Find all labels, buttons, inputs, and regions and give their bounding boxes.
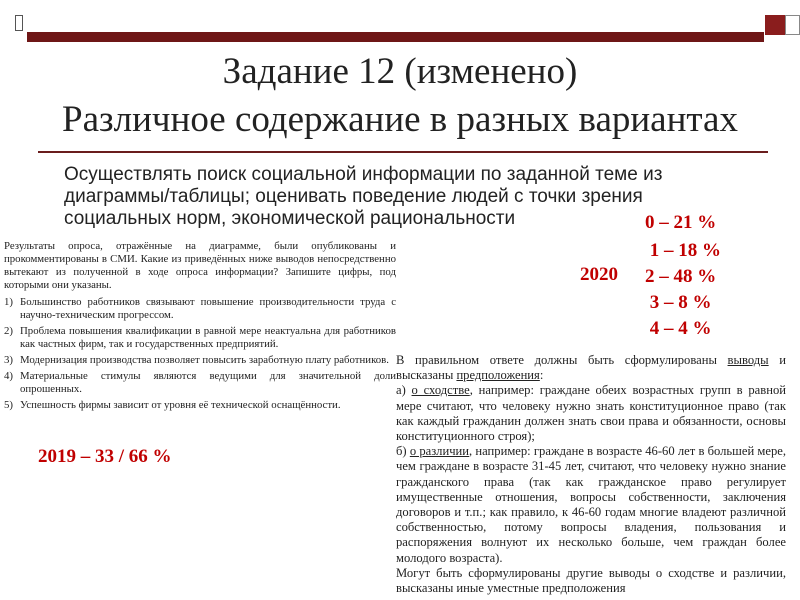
option-text: Большинство работников связывают повышение производительности труда с научно-техническим прогрессом. <box>20 296 396 321</box>
decor-square-light <box>785 15 800 35</box>
question-scan <box>0 240 396 415</box>
answer-option <box>4 370 396 396</box>
decor-square-dark <box>765 15 785 35</box>
option-number: 4) <box>4 370 13 382</box>
result-2020-stat: 2 – 48 % <box>645 266 717 287</box>
result-2020-stat: 3 – 8 % <box>645 292 712 313</box>
result-2020-stat: 4 – 4 % <box>645 318 712 339</box>
result-2020-stat: 1 – 18 % <box>645 240 721 261</box>
decor-maroon-line <box>27 32 764 42</box>
option-number: 5) <box>4 399 13 411</box>
answer-option <box>4 325 396 351</box>
option-number: 3) <box>4 354 13 366</box>
answer-similarity: а) о сходстве, например: граждане обеих возрастных групп в равной мере считают, что человеку нужно знать конституционное право (так как каждый гражданин должен знать свои права и обязанности, основы конституционного строя); <box>396 383 786 444</box>
option-number: 1) <box>4 296 13 308</box>
answer-option <box>4 399 396 412</box>
result-2019: 2019 – 33 / 66 % <box>38 446 172 467</box>
option-text: Проблема повышения квалификации в равной мере неактуальна для работников как частных фирм, так и государственных предприятий. <box>20 325 396 350</box>
result-2020-label: 2020 <box>580 264 618 285</box>
top-decoration-bar <box>0 15 800 35</box>
result-2020-stat: 0 – 21 % <box>645 212 717 233</box>
answer-criteria-scan <box>396 353 786 596</box>
question-text: Результаты опроса, отражённые на диаграмме, были опубликованы и прокомментированы в СМИ. Какие из приведённых ниже выводов непосредственно вытекают из полученной в ходе опроса информации? Запишите цифры, под которыми они указаны. <box>4 240 396 291</box>
answer-option <box>4 296 396 322</box>
task-description: Осуществлять поиск социальной информации по заданной теме из диаграммы/таблицы; оценивать поведение людей с точки зрения социальных норм, экономической рациональности <box>64 164 663 229</box>
slide-title-line1: Задание 12 (изменено) <box>222 51 578 92</box>
option-text: Материальные стимулы являются ведущими для значительной доли опрошенных. <box>20 370 396 395</box>
answer-difference: б) о различии, например: граждане в возрасте 46-60 лет в большей мере, чем граждане в возрасте 31-45 лет, считают, что человеку нужно знание гражданского права (так как гражданское право регулирует имущественные отношения, вопросы собственности, заключения договоров и т.п.; как правило, к 46-60 годам многие владеют различной собственностью, потому вопросы владения, пользования и распоряжения волнуют их несколько больше, чем граждан более молодого возраста). <box>396 444 786 565</box>
answer-option <box>4 354 396 367</box>
option-text: Модернизация производства позволяет повысить заработную плату работников. <box>20 354 389 366</box>
option-text: Успешность фирмы зависит от уровня её технической оснащённости. <box>20 399 341 411</box>
answer-closing: Могут быть сформулированы другие выводы о сходстве и различии, высказаны иные уместные предположения <box>396 565 786 596</box>
answer-intro: В правильном ответе должны быть сформулированы выводы и высказаны предположения: <box>396 353 786 383</box>
title-underline <box>38 151 768 153</box>
slide-title-line2: Различное содержание в разных вариантах <box>62 99 738 140</box>
decor-square-left <box>15 15 23 31</box>
option-number: 2) <box>4 325 13 337</box>
